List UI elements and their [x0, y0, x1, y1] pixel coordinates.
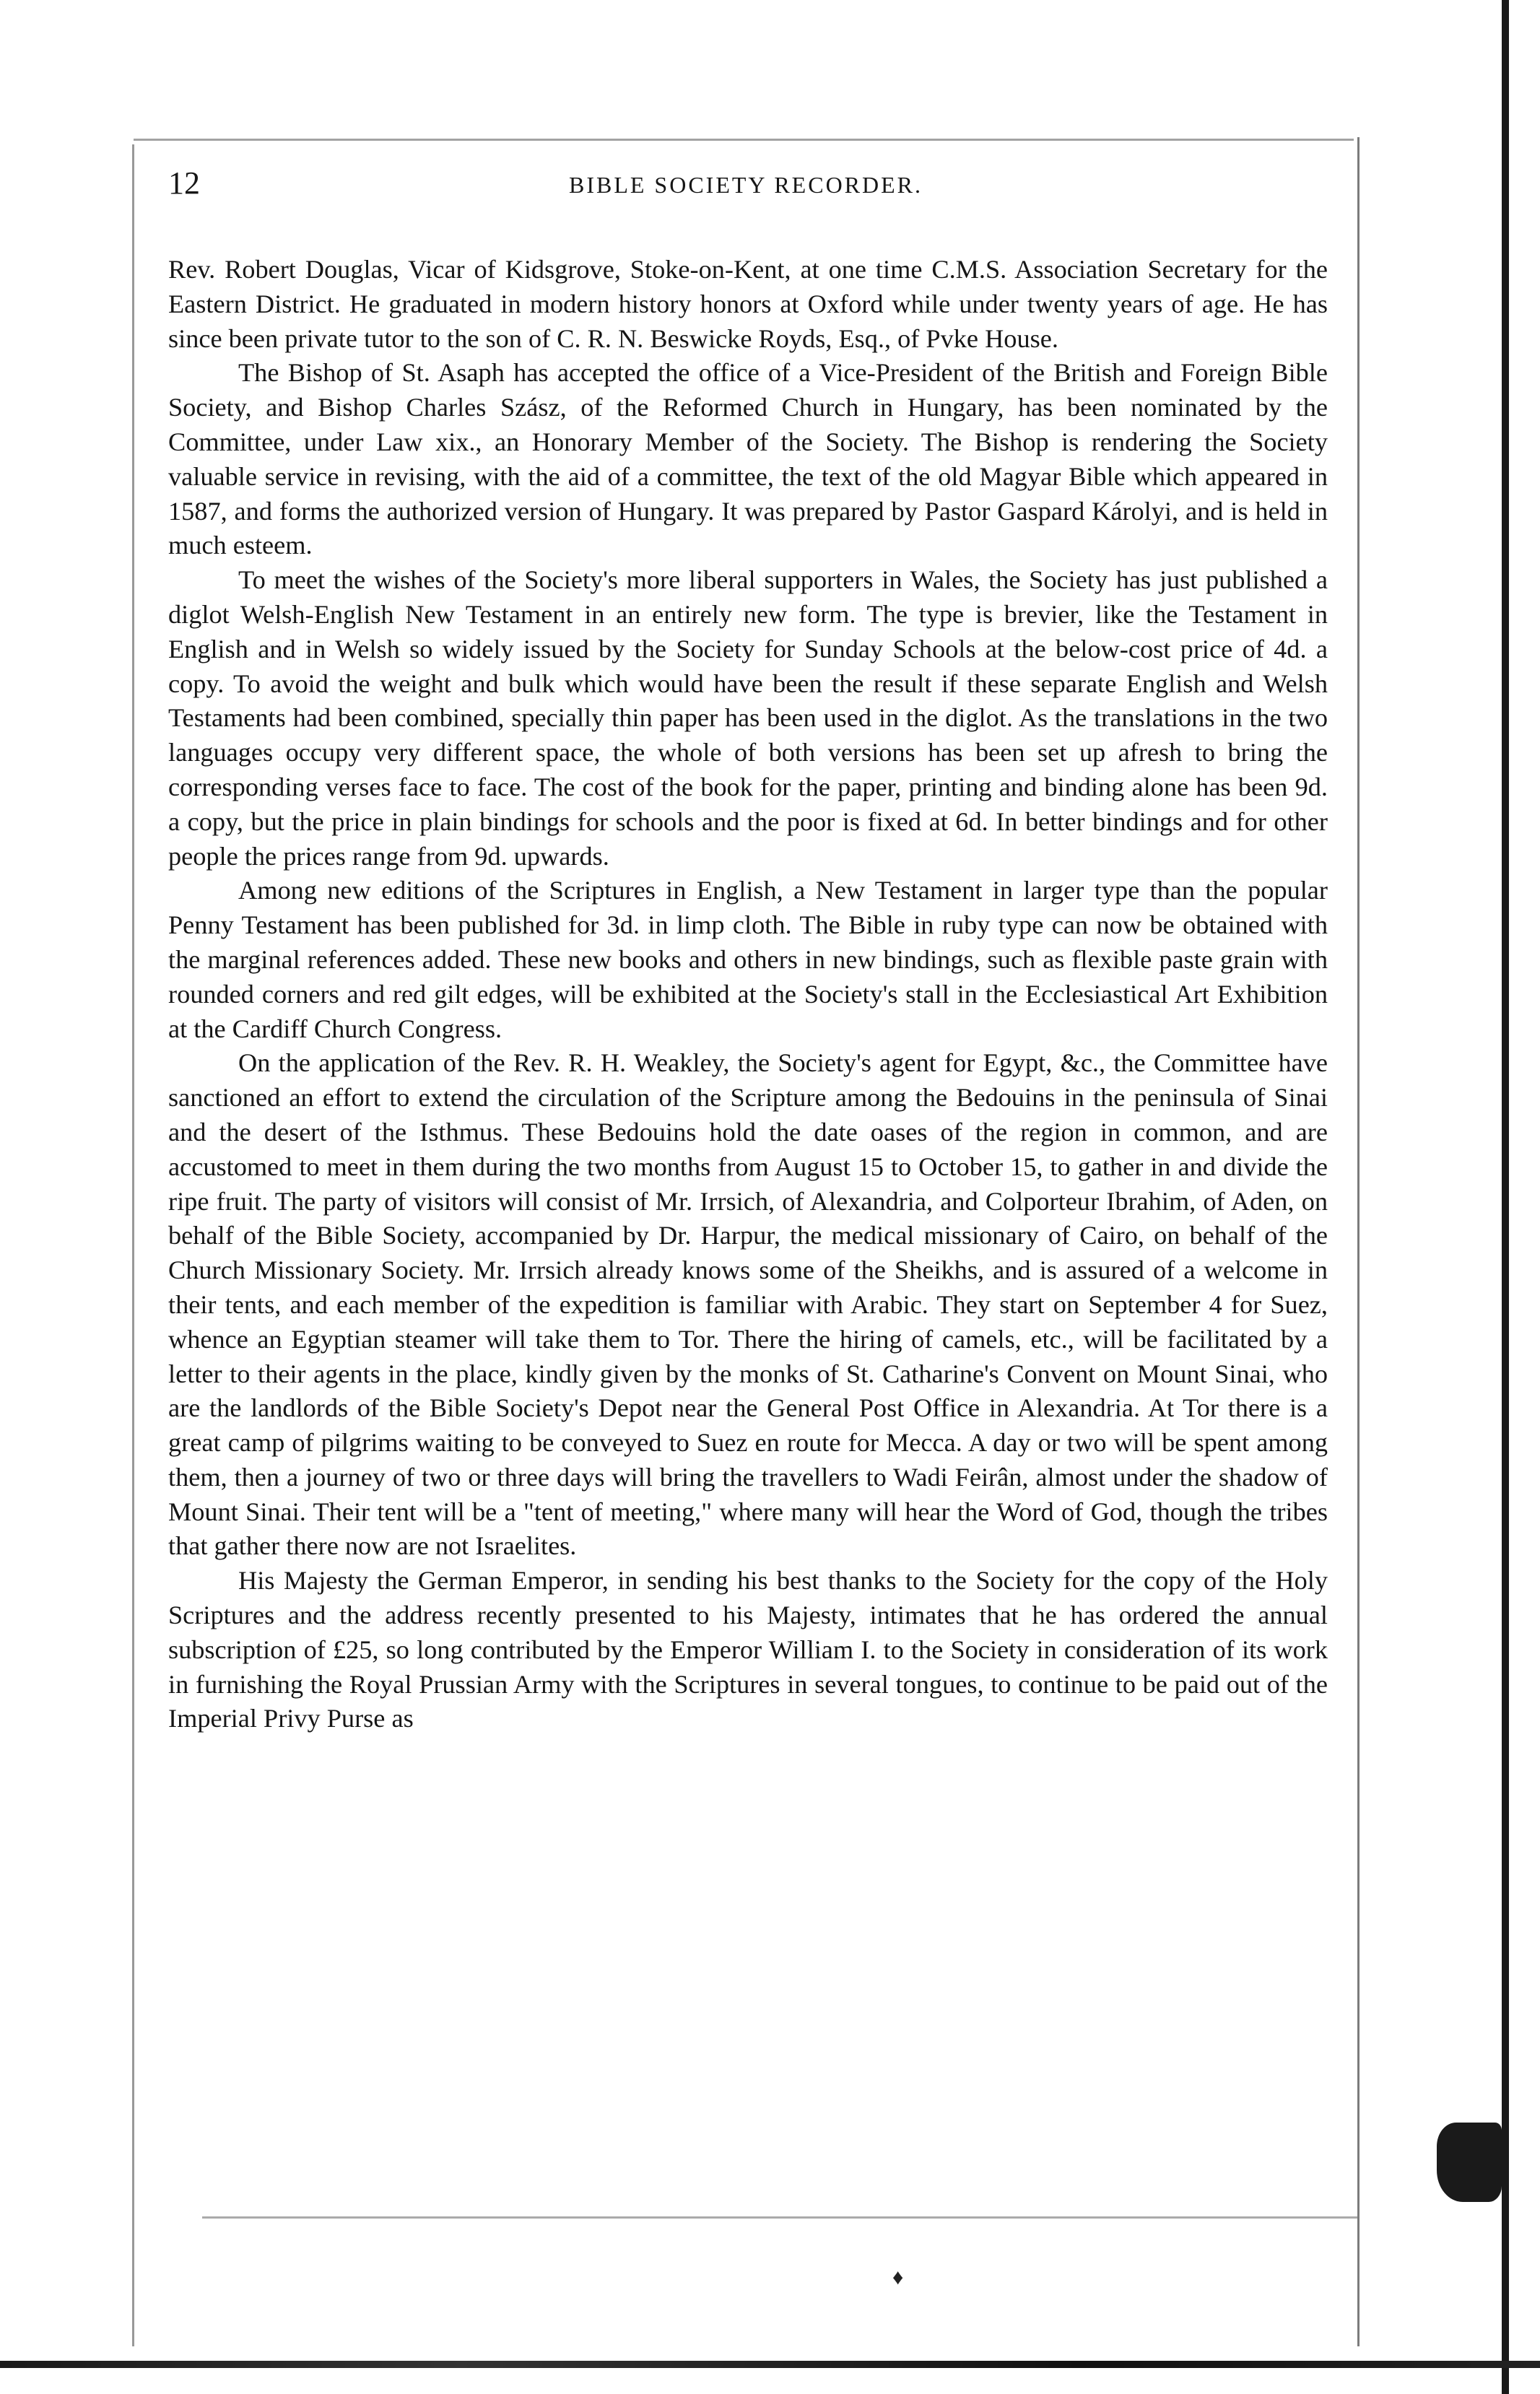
paragraph-sinai-bedouins: On the application of the Rev. R. H. Weakley, the Society's agent for Egypt, &c., the Committee have sanctioned an effort to extend the circulation of the Scripture among the Bedouins in the peninsula of Sinai and the desert of the Isthmus. These Bedouins hold the date oases of the region in common, and are accustomed to meet in them during the two months from August 15 to October 15, to gather in and divide the ripe fruit. The party of visitors will consist of Mr. Irrsich, of Alexandria, and Colporteur Ibrahim, of Aden, on behalf of the Bible Society, accompanied by Dr. Harpur, the medical missionary of Cairo, on behalf of the Church Missionary Society. Mr. Irrsich already knows some of the Sheikhs, and is assured of a welcome in their tents, and each member of the expedition is familiar with Arabic. They start on September 4 for Suez, whence an Egyptian steamer will take them to Tor. There the hiring of camels, etc., will be facilitated by a letter to their agents in the place, kindly given by the monks of St. Catharine's Convent on Mount Sinai, who are the landlords of the Bible Society's Depot near the General Post Office in Alexandria. At Tor there is a great camp of pilgrims waiting to be conveyed to Suez en route for Mecca. A day or two will be spent among them, then a journey of two or three days will bring the travellers to Wadi Feirân, almost under the shadow of Mount Sinai. Their tent will be a "tent of meeting," where many will hear the Word of God, though the tribes that gather there now are not Israelites.	[168, 1048, 1328, 1561]
right-page-edge	[1502, 0, 1509, 2394]
paragraph-german-emperor: His Majesty the German Emperor, in sending his best thanks to the Society for the copy of the Holy Scriptures and the address recently presented to his Majesty, intimates that he has ordered the annual subscription of £25, so long contributed by the Emperor William I. to the Society in consideration of its work in furnishing the Royal Prussian Army with the Scriptures in several tongues, to continue to be paid out of the Imperial Privy Purse as	[168, 1566, 1328, 1733]
bottom-ornament: ♦	[892, 2265, 904, 2289]
top-frame-rule	[134, 139, 1354, 141]
bottom-frame-rule	[202, 2216, 1357, 2219]
article-body	[168, 253, 1328, 1736]
paragraph-new-editions: Among new editions of the Scriptures in English, a New Testament in larger type than the popular Penny Testament has been published for 3d. in limp cloth. The Bible in ruby type can now be obtained with the marginal references added. These new books and others in new bindings, such as flexible paste grain with rounded corners and red gilt edges, will be exhibited at the Society's stall in the Ecclesiastical Art Exhibition at the Cardiff Church Congress.	[168, 876, 1328, 1043]
page-header	[168, 163, 1323, 214]
page-number: 12	[168, 165, 200, 201]
paragraph-bishop-st-asaph: The Bishop of St. Asaph has accepted the office of a Vice-President of the British and Foreign Bible Society, and Bishop Charles Szász, of the Reformed Church in Hungary, has been nominated by the Committee, under Law xix., an Honorary Member of the Society. The Bishop is rendering the Society valuable service in revising, with the aid of a committee, the text of the old Magyar Bible which appeared in 1587, and forms the authorized version of Hungary. It was prepared by Pastor Gaspard Károlyi, and is held in much esteem.	[168, 358, 1328, 560]
right-frame-rule	[1357, 137, 1360, 2346]
left-frame-rule	[132, 144, 134, 2346]
paragraph-welsh-diglot: To meet the wishes of the Society's more liberal supporters in Wales, the Society has just published a diglot Welsh-English New Testament in an entirely new form. The type is brevier, like the Testament in English and in Welsh so widely issued by the Society for Sunday Schools at the below-cost price of 4d. a copy. To avoid the weight and bulk which would have been the result if these separate English and Welsh Testaments had been combined, specially thin paper has been used in the diglot. As the translations in the two languages occupy very different space, the whole of both versions has been set up afresh to bring the corresponding verses face to face. The cost of the book for the paper, printing and binding alone has been 9d. a copy, but the price in plain bindings for schools and the poor is fixed at 6d. In better bindings and for other people the prices range from 9d. upwards.	[168, 565, 1328, 871]
bottom-page-edge	[0, 2361, 1540, 2368]
running-title: BIBLE SOCIETY RECORDER.	[568, 172, 923, 198]
paragraph-douglas: Rev. Robert Douglas, Vicar of Kidsgrove, Stoke-on-Kent, at one time C.M.S. Association Secretary for the Eastern District. He graduated in modern history honors at Oxford while under twenty years of age. He has since been private tutor to the son of C. R. N. Beswicke Royds, Esq., of Pvke House.	[168, 255, 1328, 353]
ink-blot	[1437, 2123, 1502, 2202]
